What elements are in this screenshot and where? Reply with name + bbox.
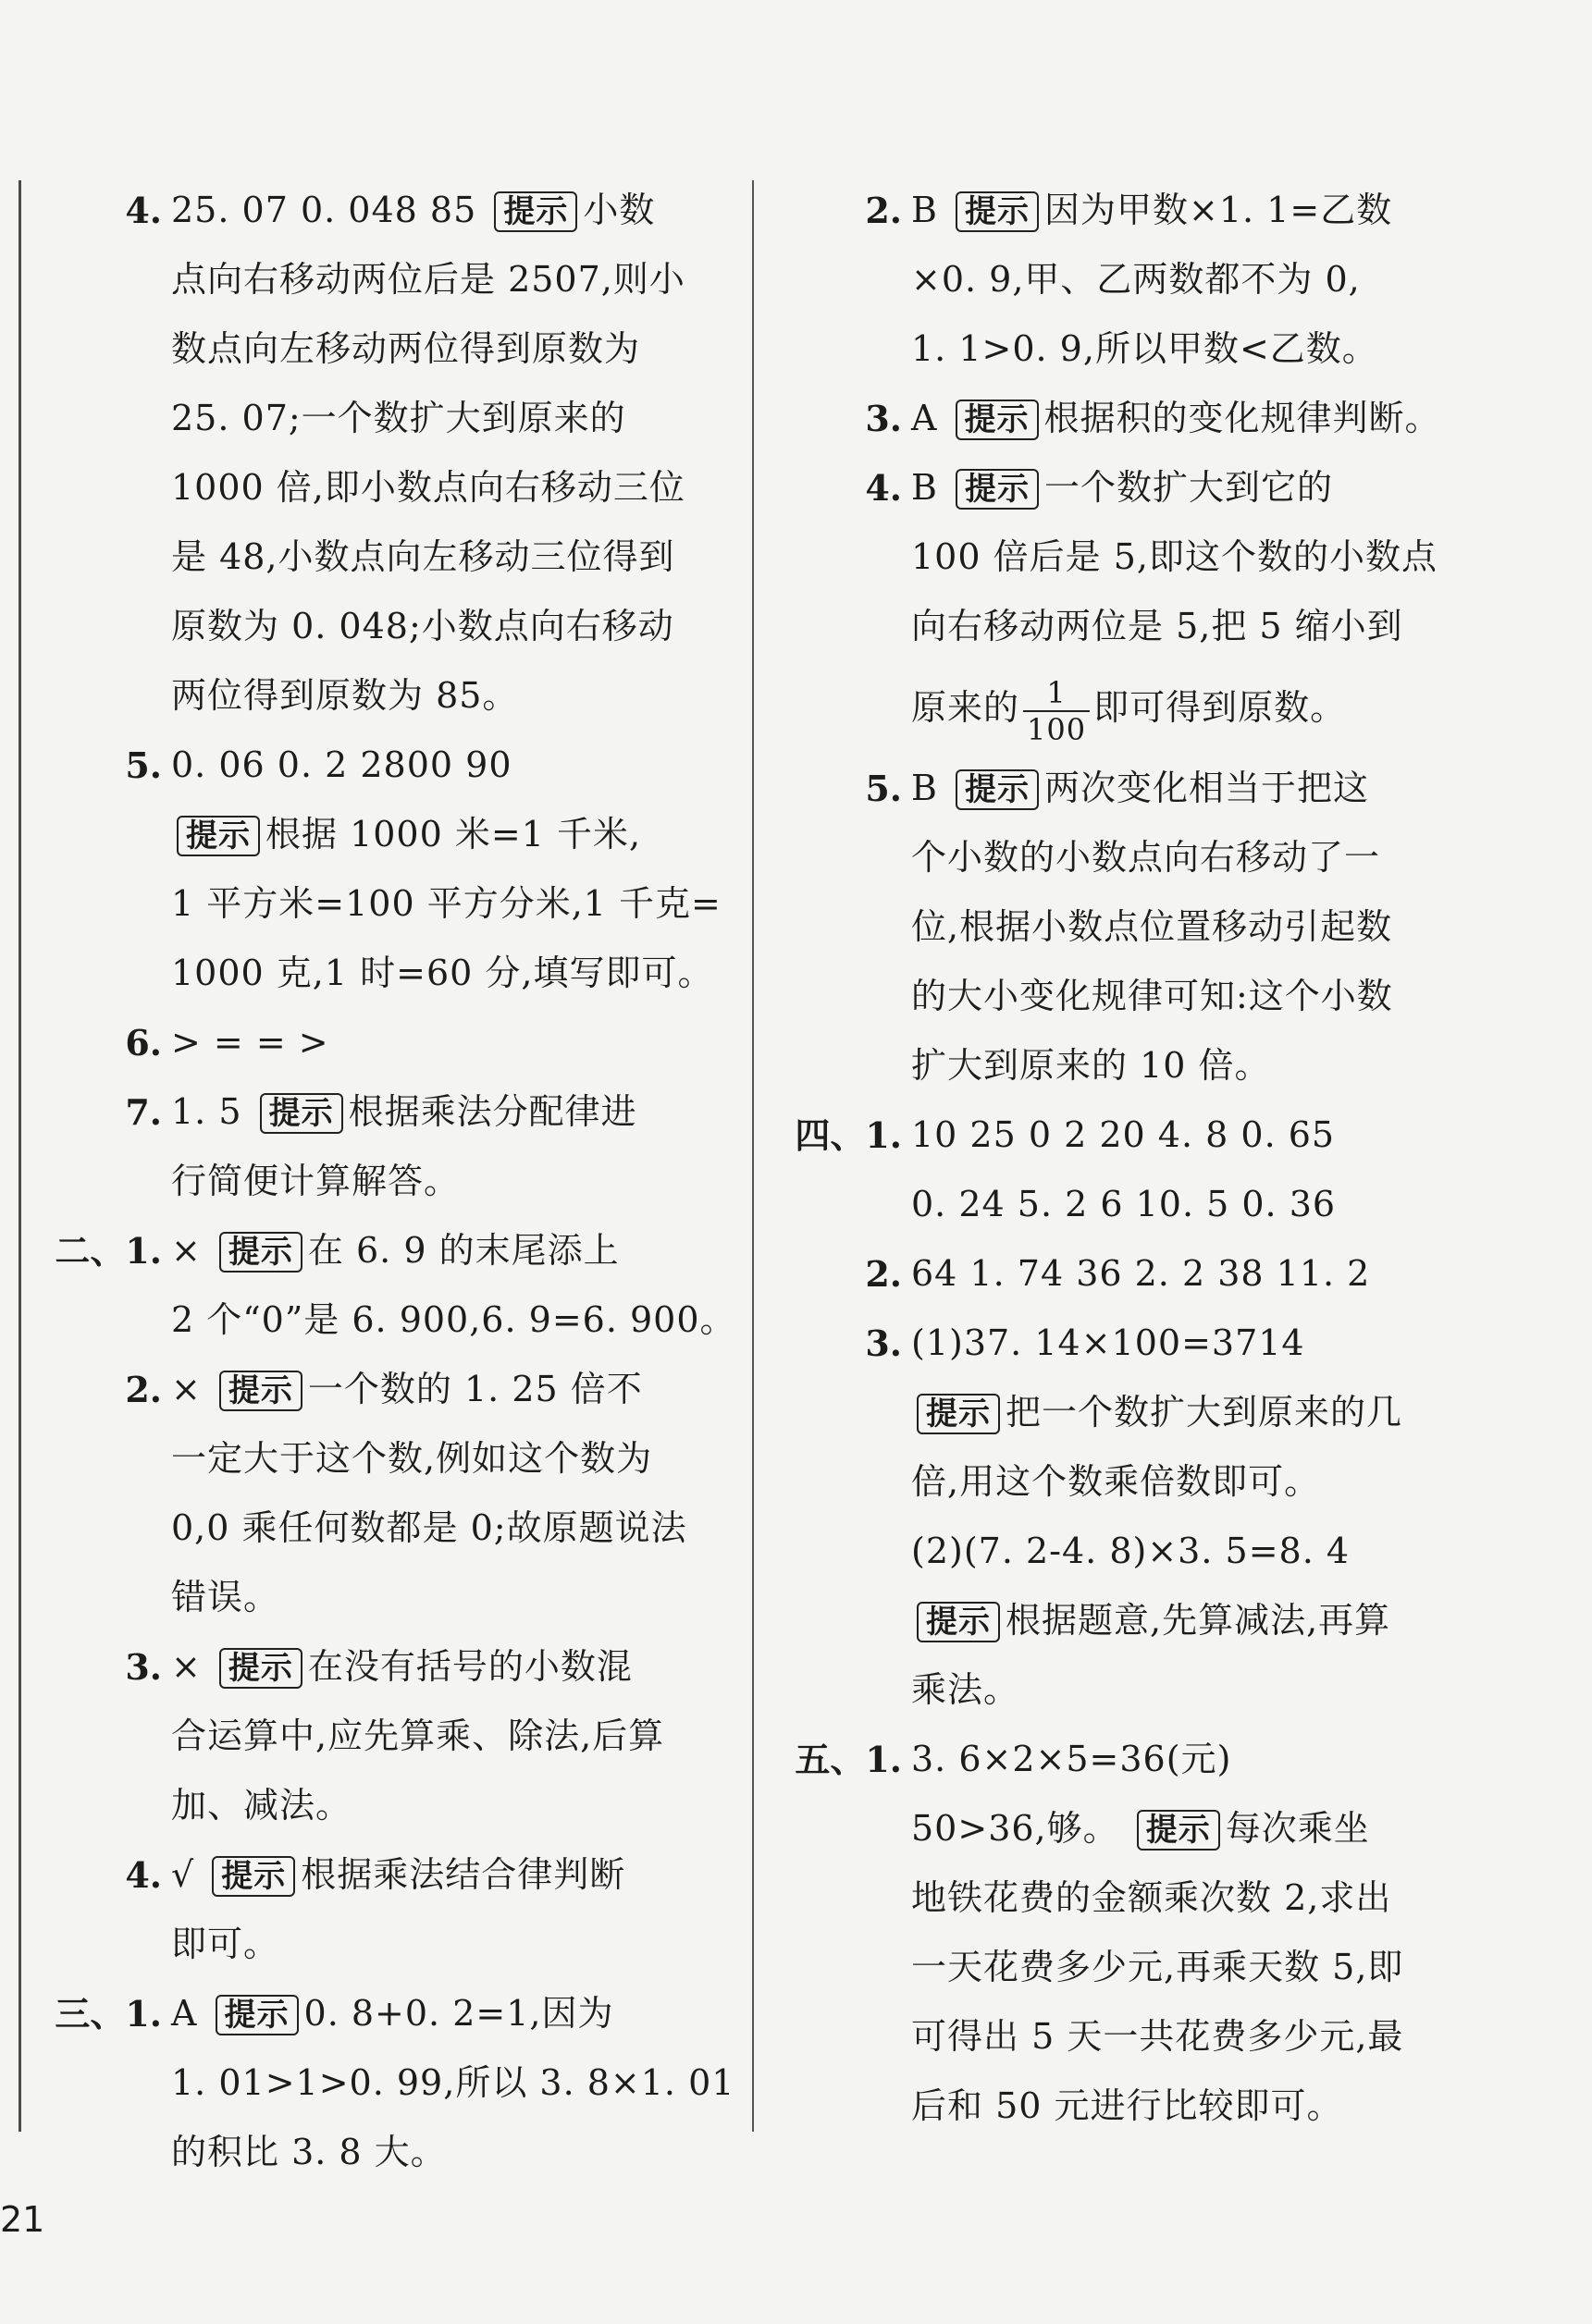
item-number: 三、1. xyxy=(55,1993,162,2035)
hint-marker: 提示 xyxy=(956,191,1039,232)
hint-marker: 提示 xyxy=(216,1995,299,2035)
answer-line: 0. 06 0. 2 2800 90 xyxy=(171,744,512,785)
answer-line: B 提示 因为甲数×1. 1=乙数 xyxy=(911,190,1393,230)
left-margin-rule xyxy=(19,180,21,2132)
answer-line: × 提示 在没有括号的小数混 xyxy=(171,1646,633,1687)
hint-marker: 提示 xyxy=(494,191,577,232)
answer-item xyxy=(46,1355,731,1632)
answer-line: 地铁花费的金额乘次数 2,求出 xyxy=(911,1877,1392,1918)
answer-item xyxy=(46,1216,736,1355)
answer-line: 1. 5 提示 根据乘法分配律进 xyxy=(171,1091,637,1132)
answer-line: 64 1. 74 36 2. 2 38 11. 2 xyxy=(911,1253,1371,1294)
item-number: 3. xyxy=(865,398,902,439)
answer-item xyxy=(777,1101,1462,1239)
item-number: 5. xyxy=(125,744,162,786)
item-number: 四、1. xyxy=(795,1114,902,1156)
item-number: 6. xyxy=(125,1022,162,1064)
answer-line: 乘法。 xyxy=(911,1669,1020,1710)
answer-item xyxy=(777,1239,1462,1309)
answer-line: B 提示 一个数扩大到它的 xyxy=(911,467,1334,508)
answer-line: 的积比 3. 8 大。 xyxy=(171,2132,447,2172)
answer-line: 个小数的小数点向右移动了一 xyxy=(911,837,1381,878)
hint-marker: 提示 xyxy=(956,469,1039,510)
item-number: 2. xyxy=(865,1253,902,1295)
answer-line: 3. 6×2×5=36(元) xyxy=(911,1739,1232,1779)
answer-line: 后和 50 元进行比较即可。 xyxy=(911,2085,1343,2126)
hint-marker: 提示 xyxy=(219,1648,302,1689)
answer-line: 可得出 5 天一共花费多少元,最 xyxy=(911,2016,1404,2057)
answer-line: 两位得到原数为 85。 xyxy=(171,675,519,716)
answer-line: 合运算中,应先算乘、除法,后算 xyxy=(171,1715,665,1756)
answer-line: 点向右移动两位后是 2507,则小 xyxy=(171,259,685,300)
answer-line: 位,根据小数点位置移动引起数 xyxy=(911,906,1393,947)
answer-item xyxy=(777,384,1462,453)
answer-line: × 提示 一个数的 1. 25 倍不 xyxy=(171,1369,643,1409)
answer-line: (1)37. 14×100=3714 xyxy=(911,1322,1305,1363)
answer-line: 提示 根据题意,先算减法,再算 xyxy=(911,1586,1462,1655)
answer-item xyxy=(777,754,1462,1101)
answer-line: 数点向左移动两位得到原数为 xyxy=(171,328,641,369)
answer-line: A 提示 根据积的变化规律判断。 xyxy=(911,398,1441,438)
answer-line: 原数为 0. 048;小数点向右移动 xyxy=(171,606,674,646)
answer-item xyxy=(46,1632,731,1840)
column-divider xyxy=(752,180,754,2132)
answer-line: 的大小变化规律可知:这个小数 xyxy=(911,976,1393,1016)
hint-marker: 提示 xyxy=(219,1371,302,1411)
item-number: 4. xyxy=(865,467,902,509)
answer-line: 即可。 xyxy=(171,1924,280,1964)
hint-marker: 提示 xyxy=(917,1394,1000,1434)
answer-line: A 提示 0. 8+0. 2=1,因为 xyxy=(171,1993,614,2034)
answer-line: 向右移动两位是 5,把 5 缩小到 xyxy=(911,606,1403,646)
answer-line: × 提示 在 6. 9 的末尾添上 xyxy=(171,1230,620,1271)
hint-marker: 提示 xyxy=(212,1856,295,1897)
answer-item xyxy=(46,1077,731,1216)
item-number: 7. xyxy=(125,1091,162,1133)
answer-line: 一天花费多少元,再乘天数 5,即 xyxy=(911,1947,1404,1987)
answer-line: ×0. 9,甲、乙两数都不为 0, xyxy=(911,259,1361,300)
hint-marker: 提示 xyxy=(1137,1810,1220,1851)
answer-item xyxy=(777,453,1462,754)
answer-line: 倍,用这个数乘倍数即可。 xyxy=(911,1461,1321,1502)
answer-line: 是 48,小数点向左移动三位得到 xyxy=(171,536,675,577)
answer-line: √ 提示 根据乘法结合律判断 xyxy=(171,1854,626,1895)
fraction: $\frac{1}{100}$ xyxy=(1023,675,1090,747)
answer-line: 一定大于这个数,例如这个数为 xyxy=(171,1438,653,1479)
answer-item xyxy=(46,731,731,1008)
answer-line: 0,0 乘任何数都是 0;故原题说法 xyxy=(171,1507,687,1548)
answer-item xyxy=(777,176,1462,384)
answer-line: 0. 24 5. 2 6 10. 5 0. 36 xyxy=(911,1184,1337,1224)
right-column xyxy=(777,176,1462,2141)
answer-line: 1. 1>0. 9,所以甲数<乙数。 xyxy=(911,328,1378,369)
answer-item xyxy=(777,1725,1462,2141)
answer-line: 1000 倍,即小数点向右移动三位 xyxy=(171,467,685,508)
item-number: 五、1. xyxy=(795,1739,902,1780)
answer-line: 2 个“0”是 6. 900,6. 9=6. 900。 xyxy=(171,1299,736,1340)
item-number: 5. xyxy=(865,768,902,809)
hint-marker: 提示 xyxy=(956,769,1039,810)
answer-line-fraction: 原来的 $\frac{1}{100}$ 即可得到原数。 xyxy=(911,674,1347,747)
item-number: 3. xyxy=(865,1322,902,1364)
item-number: 2. xyxy=(865,190,902,231)
item-number: 3. xyxy=(125,1646,162,1688)
hint-marker: 提示 xyxy=(219,1232,302,1273)
answer-line: 100 倍后是 5,即这个数的小数点 xyxy=(911,536,1438,577)
answer-line: (2)(7. 2-4. 8)×3. 5=8. 4 xyxy=(911,1531,1351,1571)
answer-line: 25. 07 0. 048 85 提示 小数 xyxy=(171,190,656,230)
hint-marker: 提示 xyxy=(260,1093,343,1134)
item-number: 2. xyxy=(125,1369,162,1410)
answer-line: 1 平方米=100 平方分米,1 千克= xyxy=(171,883,722,924)
answer-item xyxy=(777,1309,1462,1725)
hint-marker: 提示 xyxy=(956,400,1039,440)
item-number: 4. xyxy=(125,1854,162,1896)
answer-item xyxy=(46,1008,731,1077)
answer-line: 提示 根据 1000 米=1 千米, xyxy=(171,800,731,869)
answer-line: 1. 01>1>0. 99,所以 3. 8×1. 01 xyxy=(171,2062,735,2103)
answer-line: 行简便计算解答。 xyxy=(171,1161,461,1201)
hint-marker: 提示 xyxy=(177,816,260,856)
answer-line: B 提示 两次变化相当于把这 xyxy=(911,768,1370,808)
left-column xyxy=(46,176,736,2187)
answer-line: 1000 克,1 时=60 分,填写即可。 xyxy=(171,953,714,993)
answer-line: 错误。 xyxy=(171,1577,280,1617)
item-number: 二、1. xyxy=(55,1230,162,1272)
answer-item xyxy=(46,1979,735,2187)
answer-line: 提示 把一个数扩大到原来的几 xyxy=(911,1378,1462,1447)
answer-item xyxy=(46,176,731,731)
answer-item xyxy=(46,1840,731,1979)
answer-line: 加、减法。 xyxy=(171,1785,352,1826)
answer-line: > = = > xyxy=(171,1022,329,1063)
hint-marker: 提示 xyxy=(917,1602,1000,1642)
item-number: 4. xyxy=(125,190,162,231)
answer-line: 25. 07;一个数扩大到原来的 xyxy=(171,398,626,438)
answer-line: 扩大到原来的 10 倍。 xyxy=(911,1045,1271,1086)
answer-line: 50>36,够。 提示 每次乘坐 xyxy=(911,1808,1370,1849)
page-number: 21 xyxy=(0,2199,45,2240)
answer-line: 10 25 0 2 20 4. 8 0. 65 xyxy=(911,1114,1336,1155)
